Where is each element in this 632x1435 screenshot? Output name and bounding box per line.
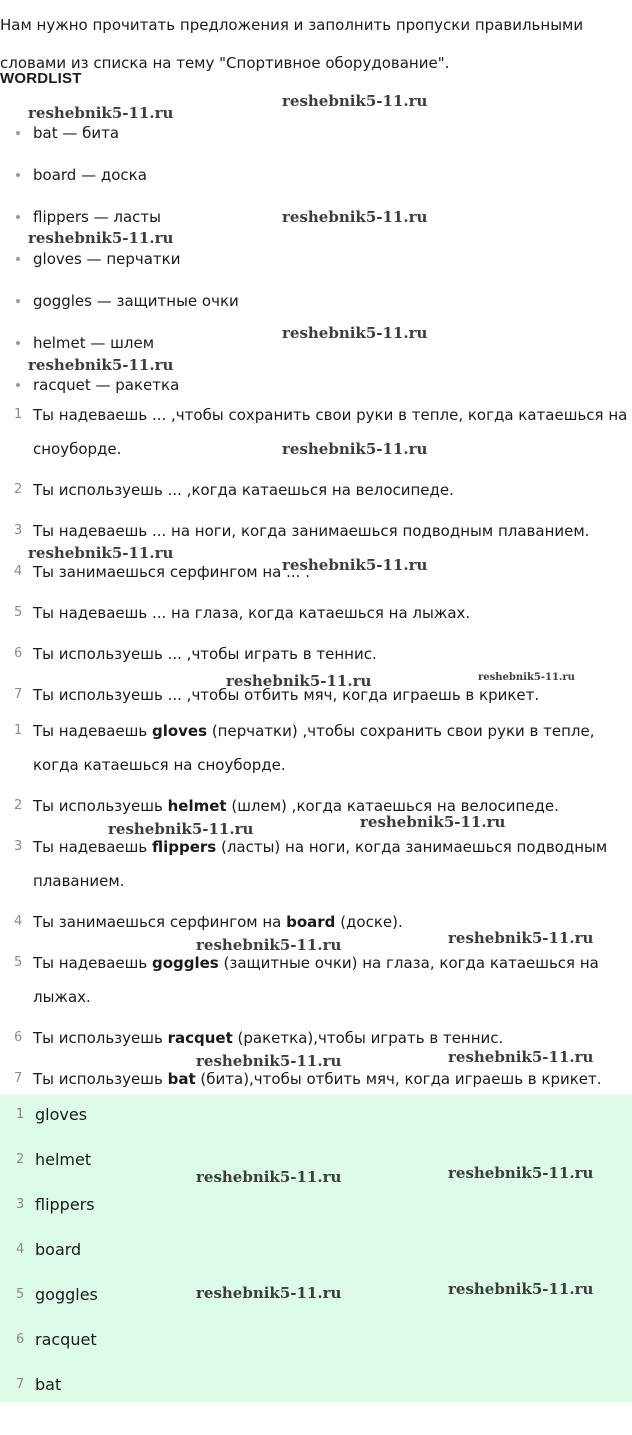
solution-answer-word: racquet [167, 1029, 233, 1047]
solution-item [0, 789, 632, 823]
solution-number: 7 [14, 1071, 23, 1086]
wordlist-item-text: board — доска [33, 166, 147, 184]
bullet-icon [16, 131, 20, 135]
answer-list [0, 1095, 632, 1410]
bullet-icon [16, 257, 20, 261]
answer-word: goggles [35, 1285, 98, 1304]
wordlist-item-text: racquet — ракетка [33, 376, 180, 394]
answer-item [0, 1185, 632, 1230]
wordlist-item [0, 112, 632, 154]
solution-answer-word: bat [167, 1070, 196, 1088]
watermark: reshebnik5-11.ru [196, 936, 342, 954]
wordlist-item [0, 280, 632, 322]
watermark: reshebnik5-11.ru [28, 356, 174, 374]
solution-list [0, 714, 632, 1103]
wordlist [0, 112, 632, 406]
wordlist-item [0, 154, 632, 196]
task-item [0, 555, 632, 589]
watermark: reshebnik5-11.ru [196, 1052, 342, 1070]
wordlist-title: WORDLIST [0, 70, 82, 87]
bullet-icon [16, 173, 20, 177]
task-number: 2 [14, 482, 23, 497]
answer-word: helmet [35, 1150, 92, 1169]
solution-text-after: (ласты) на ноги, когда занимаешься подводным плаванием. [33, 838, 608, 890]
solution-number: 5 [14, 955, 23, 970]
solution-text-after: (бита),чтобы отбить мяч, когда играешь в крикет. [195, 1070, 602, 1088]
solution-answer-word: goggles [151, 954, 219, 972]
wordlist-item [0, 322, 632, 364]
solution-text-before: Ты надеваешь [33, 838, 152, 856]
bullet-icon [16, 215, 20, 219]
watermark: reshebnik5-11.ru [360, 813, 506, 831]
solution-number: 3 [14, 839, 23, 854]
task-item [0, 596, 632, 630]
answer-number: 6 [16, 1332, 25, 1347]
answer-number: 3 [16, 1197, 25, 1212]
answer-word: gloves [35, 1105, 88, 1124]
solution-text-before: Ты надеваешь [33, 722, 152, 740]
watermark: reshebnik5-11.ru [196, 1284, 342, 1302]
task-item [0, 514, 632, 548]
solution-number: 1 [14, 723, 23, 738]
answer-item [0, 1230, 632, 1275]
bullet-icon [16, 341, 20, 345]
solution-text-after: (шлем) ,когда катаешься на велосипеде. [226, 797, 559, 815]
answer-item [0, 1275, 632, 1320]
watermark: reshebnik5-11.ru [28, 229, 174, 247]
answer-item [0, 1095, 632, 1140]
watermark: reshebnik5-11.ru [282, 324, 428, 342]
task-number: 3 [14, 523, 23, 538]
solution-text-before: Ты занимаешься серфингом на [33, 913, 287, 931]
wordlist-item-text: goggles — защитные очки [33, 292, 239, 310]
bullet-icon [16, 299, 20, 303]
solution-answer-word: flippers [151, 838, 217, 856]
solution-item [0, 946, 632, 1014]
watermark: reshebnik5-11.ru [282, 92, 428, 110]
task-text: Ты занимаешься серфингом на ... . [33, 563, 310, 581]
watermark: reshebnik5-11.ru [282, 208, 428, 226]
task-list [0, 398, 632, 719]
solution-text-after: (ракетка),чтобы играть в теннис. [232, 1029, 504, 1047]
answer-box [0, 1095, 632, 1402]
bullet-icon [16, 383, 20, 387]
watermark: reshebnik5-11.ru [448, 1048, 594, 1066]
solution-text-after: (перчатки) ,чтобы сохранить свои руки в тепле, когда катаешься на сноуборде. [33, 722, 595, 774]
wordlist-item-text: helmet — шлем [33, 334, 155, 352]
watermark: reshebnik5-11.ru [282, 440, 428, 458]
wordlist-item [0, 238, 632, 280]
task-text: Ты используешь ... ,чтобы играть в теннис. [33, 645, 377, 663]
task-text: Ты используешь ... ,чтобы отбить мяч, когда играешь в крикет. [33, 686, 540, 704]
wordlist-item-text: bat — бита [33, 124, 120, 142]
answer-word: racquet [35, 1330, 97, 1349]
solution-number: 4 [14, 914, 23, 929]
solution-item [0, 1021, 632, 1055]
task-number: 1 [14, 407, 23, 422]
task-number: 6 [14, 646, 23, 661]
answer-word: bat [35, 1375, 62, 1394]
task-number: 7 [14, 687, 23, 702]
watermark: reshebnik5-11.ru [478, 672, 575, 683]
task-item [0, 473, 632, 507]
task-number: 4 [14, 564, 23, 579]
watermark: reshebnik5-11.ru [28, 104, 174, 122]
solution-text-after: (защитные очки) на глаза, когда катаешься на лыжах. [33, 954, 599, 1006]
solution-item [0, 905, 632, 939]
task-text: Ты надеваешь ... ,чтобы сохранить свои руки в тепле, когда катаешься на сноуборде. [33, 406, 628, 458]
watermark: reshebnik5-11.ru [282, 556, 428, 574]
wordlist-item-text: gloves — перчатки [33, 250, 181, 268]
watermark: reshebnik5-11.ru [196, 1168, 342, 1186]
solution-text-before: Ты используешь [33, 797, 168, 815]
answer-number: 2 [16, 1152, 25, 1167]
answer-number: 4 [16, 1242, 25, 1257]
solution-number: 2 [14, 798, 23, 813]
solution-text-before: Ты используешь [33, 1070, 168, 1088]
task-text: Ты используешь ... ,когда катаешься на велосипеде. [33, 481, 454, 499]
answer-word: flippers [35, 1195, 95, 1214]
solution-item [0, 714, 632, 782]
intro-text: Нам нужно прочитать предложения и заполнить пропуски правильными словами из списка на тему "Спортивное оборудование". [0, 16, 584, 72]
solution-text-before: Ты надеваешь [33, 954, 152, 972]
solution-number: 6 [14, 1030, 23, 1045]
answer-item [0, 1140, 632, 1185]
wordlist-item [0, 196, 632, 238]
task-text: Ты надеваешь ... на ноги, когда занимаешься подводным плаванием. [33, 522, 590, 540]
answer-item [0, 1320, 632, 1365]
task-number: 5 [14, 605, 23, 620]
answer-item [0, 1365, 632, 1410]
answer-number: 7 [16, 1377, 25, 1392]
watermark: reshebnik5-11.ru [448, 929, 594, 947]
watermark: reshebnik5-11.ru [226, 672, 372, 690]
answer-number: 1 [16, 1107, 25, 1122]
task-item [0, 637, 632, 671]
watermark: reshebnik5-11.ru [28, 544, 174, 562]
task-item [0, 398, 632, 466]
solution-item [0, 1062, 632, 1096]
solution-answer-word: helmet [167, 797, 227, 815]
watermark: reshebnik5-11.ru [448, 1280, 594, 1298]
watermark: reshebnik5-11.ru [108, 820, 254, 838]
solution-text-before: Ты используешь [33, 1029, 168, 1047]
task-text: Ты надеваешь ... на глаза, когда катаешься на лыжах. [33, 604, 471, 622]
wordlist-item-text: flippers — ласты [33, 208, 162, 226]
solution-answer-word: gloves [151, 722, 208, 740]
answer-number: 5 [16, 1287, 25, 1302]
watermark: reshebnik5-11.ru [448, 1164, 594, 1182]
solution-item [0, 830, 632, 898]
task-item [0, 678, 632, 712]
answer-word: board [35, 1240, 82, 1259]
solution-text-after: (доске). [335, 913, 403, 931]
solution-answer-word: board [286, 913, 336, 931]
